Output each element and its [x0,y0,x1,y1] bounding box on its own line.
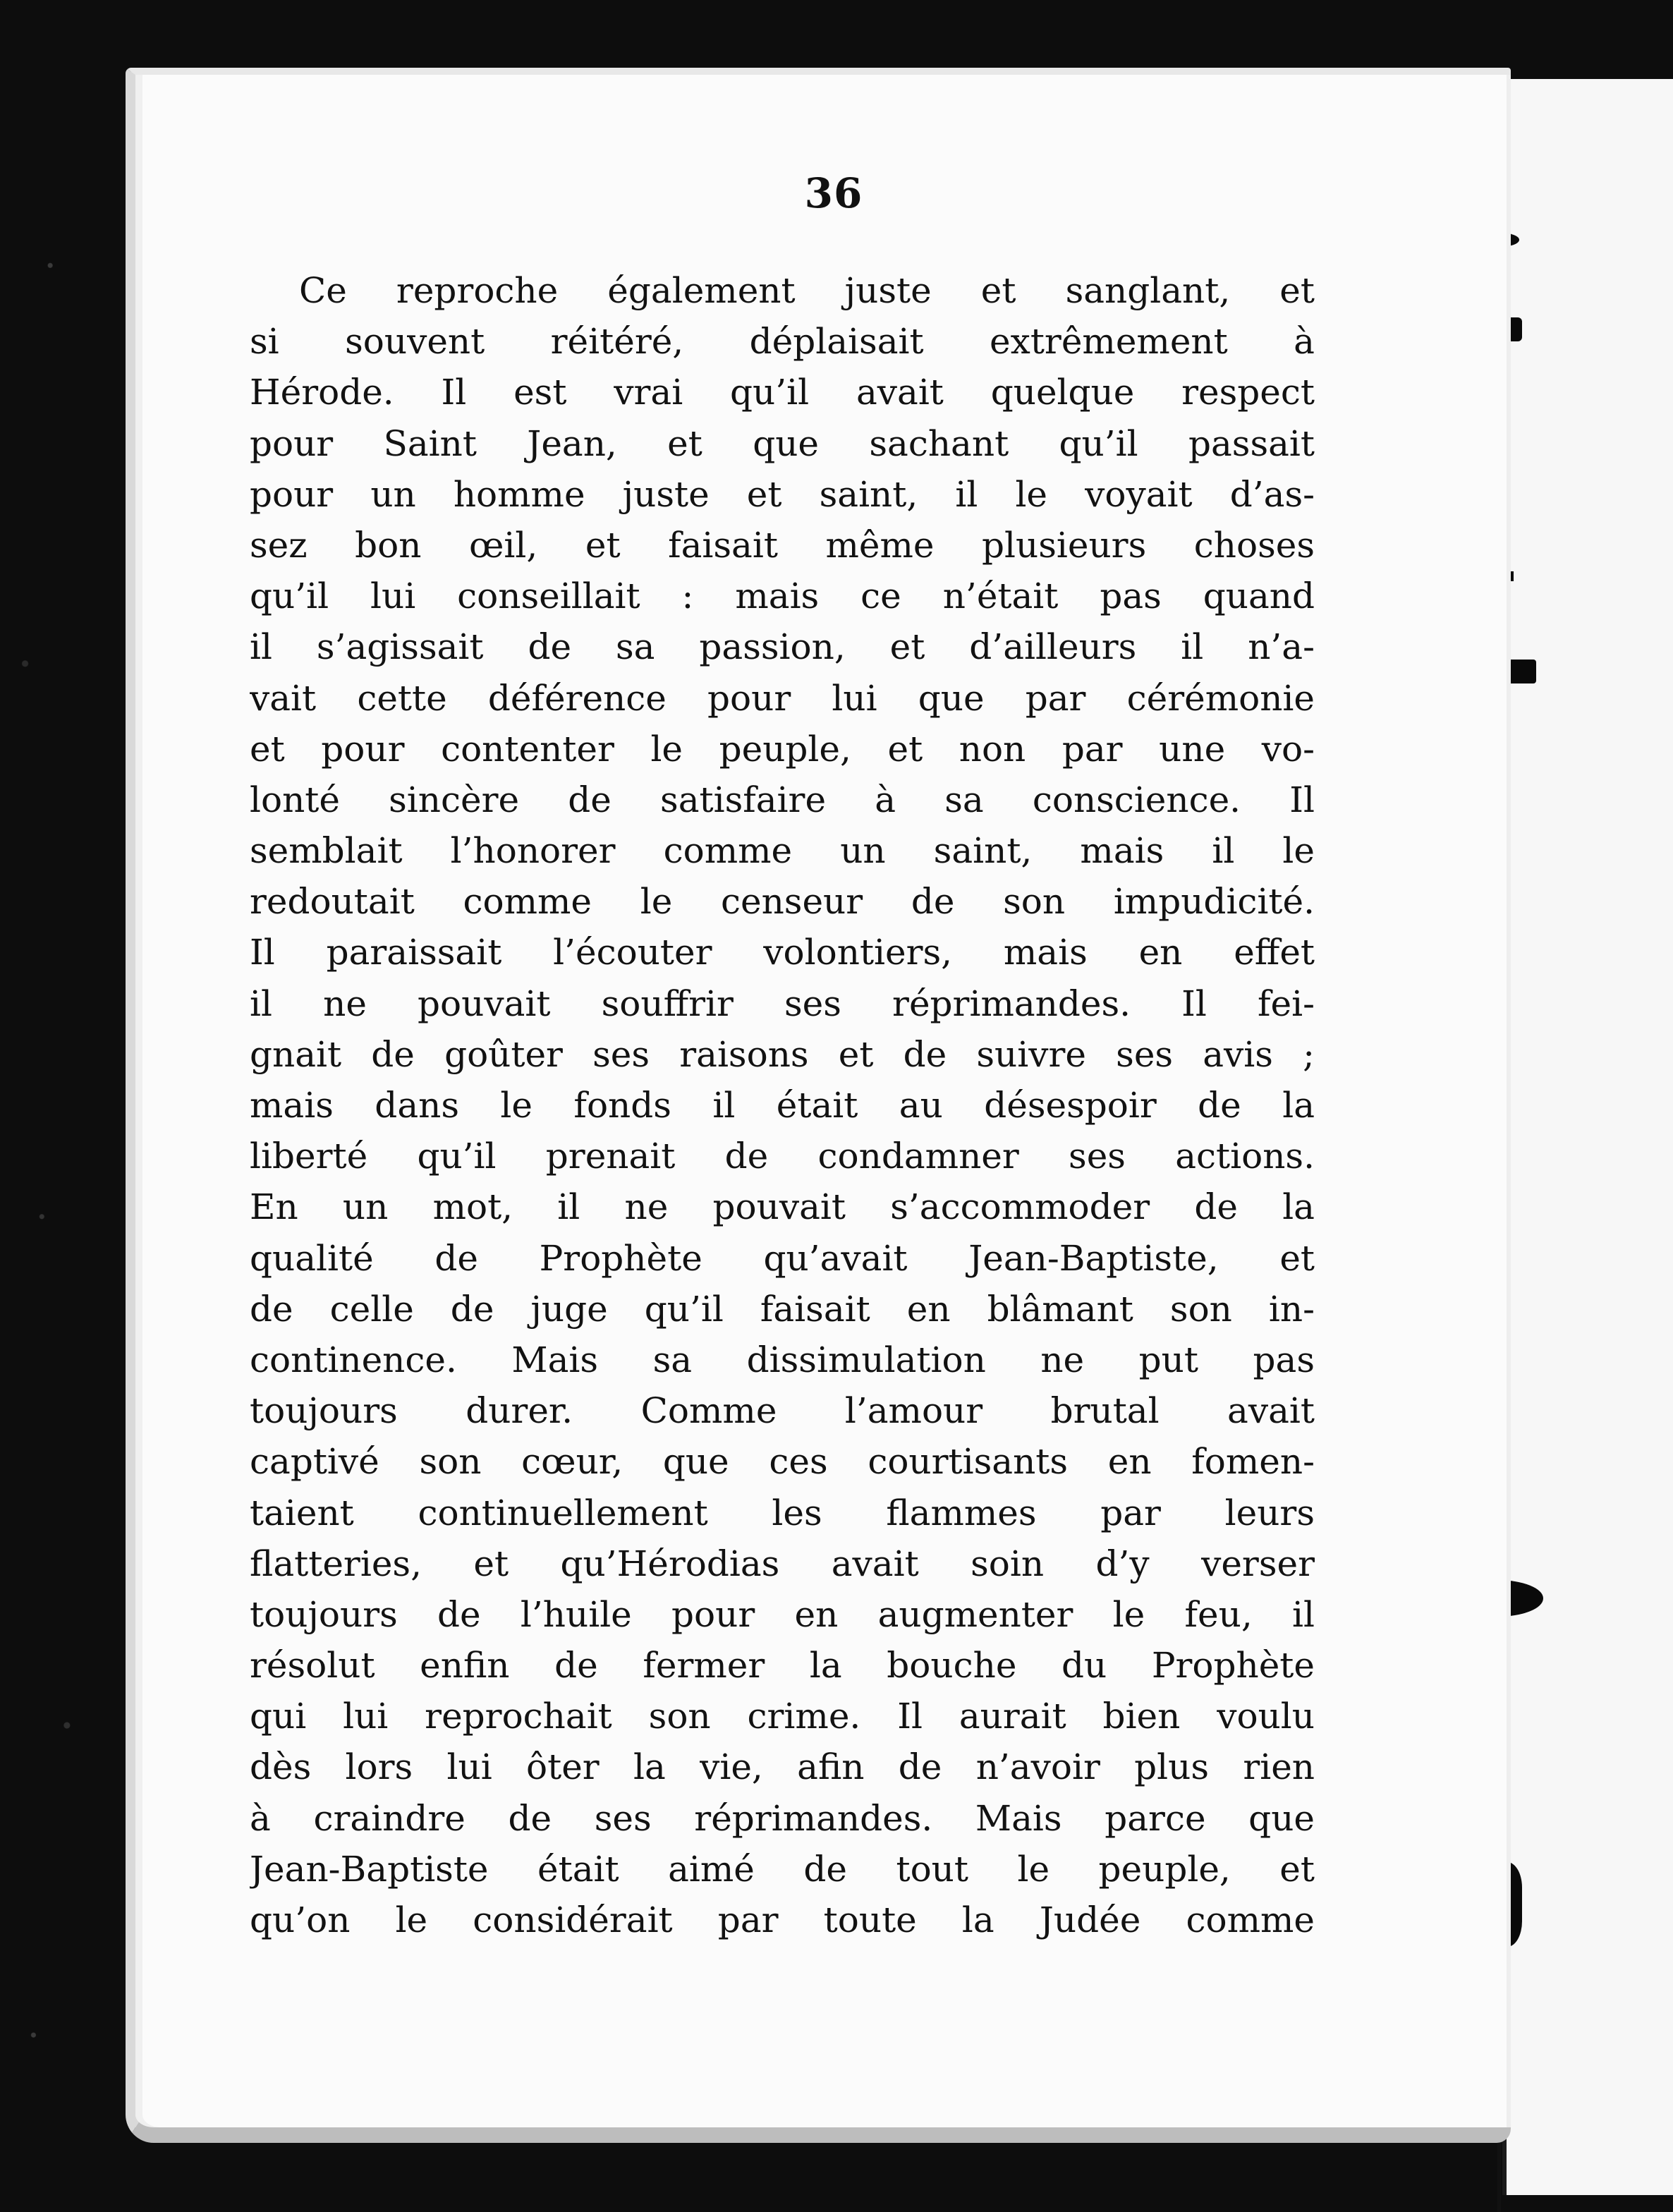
text-line: toujours de l’huile pour en augmenter le feu, il [250,1593,1315,1635]
text-line: dès lors lui ôter la vie, afin de n’avoir plus rien [250,1746,1315,1788]
book-page [126,68,1511,2143]
text-line: Il paraissait l’écouter volontiers, mais en effet [250,932,1315,973]
text-line: il ne pouvait souffrir ses réprimandes. Il fei- [250,983,1315,1024]
text-line: pour Saint Jean, et que sachant qu’il passait [250,423,1315,464]
text-line: qu’on le considérait par toute la Judée comme [250,1900,1315,1940]
text-line: sez bon œil, et faisait même plusieurs choses [250,524,1315,566]
text-line: taient continuellement les flammes par leurs [250,1492,1315,1533]
text-line: il s’agissait de sa passion, et d’ailleurs il n’a- [250,626,1315,668]
text-line: toujours durer. Comme l’amour brutal avait [250,1390,1315,1432]
text-line: Jean-Baptiste était aimé de tout le peuple, et [250,1848,1315,1890]
text-line: si souvent réitéré, déplaisait extrêmement à [250,321,1315,363]
text-line: Hérode. Il est vrai qu’il avait quelque respect [250,372,1315,413]
text-line: et pour contenter le peuple, et non par une vo- [250,728,1315,770]
text-line: gnait de goûter ses raisons et de suivre ses avis ; [250,1033,1315,1075]
text-line: flatteries, et qu’Hérodias avait soin d’y verser [250,1543,1315,1584]
text-line: résolut enfin de fermer la bouche du Prophète [250,1645,1315,1687]
text-line: En un mot, il ne pouvait s’accommoder de la [250,1186,1315,1228]
page-number: 36 [804,169,863,217]
text-line: semblait l’honorer comme un saint, mais il le [250,830,1315,872]
text-line: Ce reproche également juste et sanglant, et [299,270,1315,311]
body-text [250,265,1315,1945]
text-line: lonté sincère de satisfaire à sa conscience. Il [250,779,1315,820]
text-line: liberté qu’il prenait de condamner ses actions. [250,1136,1315,1177]
text-line: qui lui reprochait son crime. Il aurait bien voulu [250,1696,1315,1737]
text-line: pour un homme juste et saint, il le voyait d’as- [250,473,1315,515]
text-line: redoutait comme le censeur de son impudicité. [250,881,1315,923]
facing-page-edge [1502,79,1673,2195]
text-line: continence. Mais sa dissimulation ne put pas [250,1339,1315,1380]
text-line: qualité de Prophète qu’avait Jean-Baptiste, et [250,1237,1315,1279]
text-line: à craindre de ses réprimandes. Mais parce que [250,1797,1315,1839]
text-line: qu’il lui conseillait : mais ce n’était pas quand [250,576,1315,617]
text-line: captivé son cœur, que ces courtisants en fomen- [250,1441,1315,1483]
text-line: vait cette déférence pour lui que par cérémonie [250,677,1315,719]
text-line: mais dans le fonds il était au désespoir de la [250,1085,1315,1126]
text-line: de celle de juge qu’il faisait en blâmant son in- [250,1288,1315,1330]
